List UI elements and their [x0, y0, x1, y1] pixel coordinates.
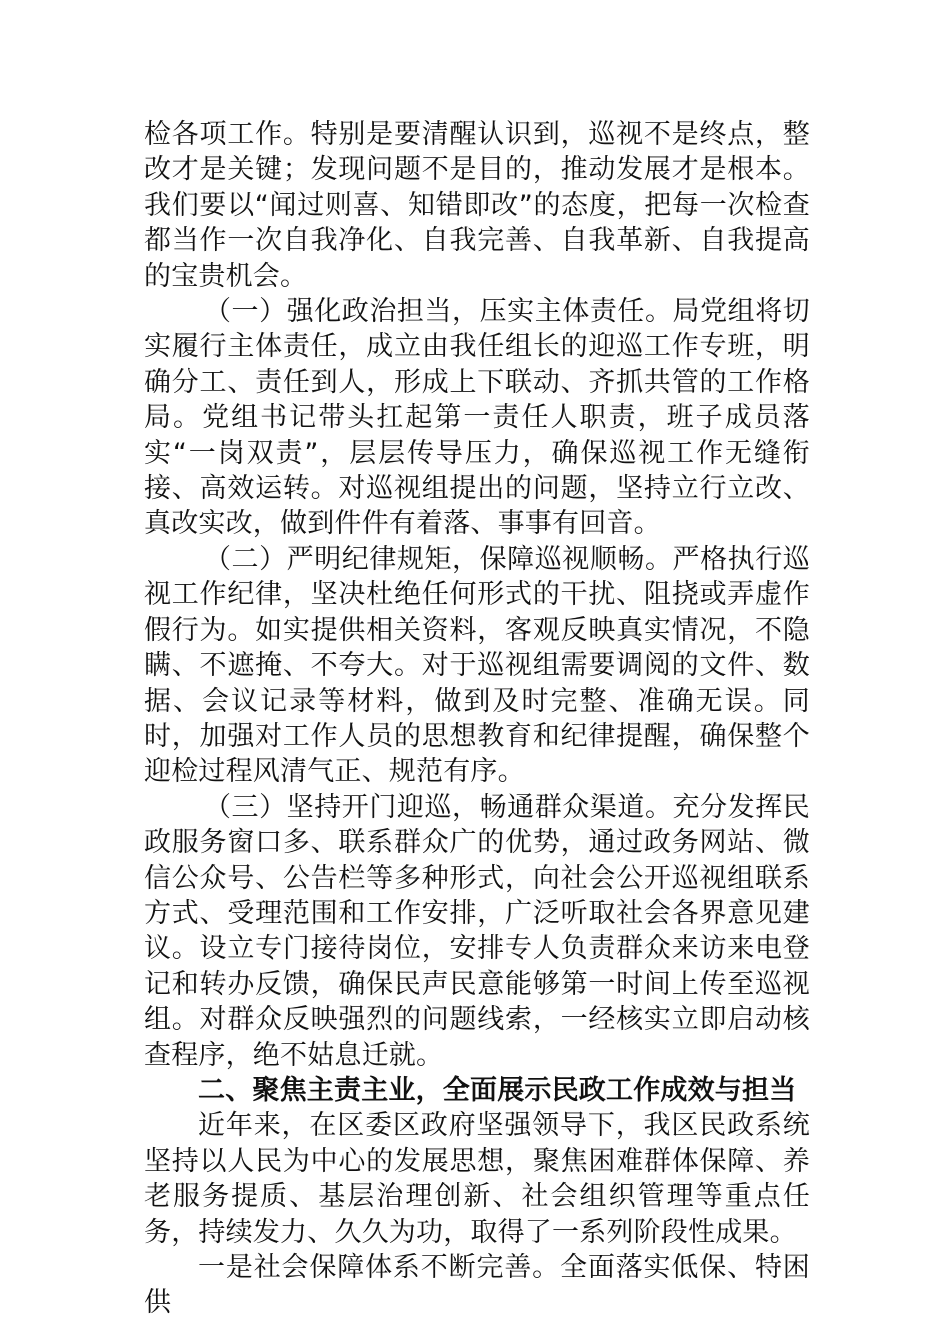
- paragraph-item-1: （一）强化政治担当，压实主体责任。局党组将切实履行主体责任，成立由我任组长的迎巡工作专班，明确分工、责任到人，形成上下联动、齐抓共管的工作格局。党组书记带头扛起第一责任人职责，班子成员落实“一岗双责”，层层传导压力，确保巡视工作无缝衔接、高效运转。对巡视组提出的问题，坚持立行立改、真改实改，做到件件有着落、事事有回音。: [144, 296, 810, 540]
- paragraph-intro: 检各项工作。特别是要清醒认识到，巡视不是终点，整改才是关键；发现问题不是目的，推动发展才是根本。我们要以“闻过则喜、知错即改”的态度，把每一次检查都当作一次自我净化、自我完善、自我革新、自我提高的宝贵机会。: [144, 119, 810, 292]
- paragraph-item-3: （三）坚持开门迎巡，畅通群众渠道。充分发挥民政服务窗口多、联系群众广的优势，通过政务网站、微信公众号、公告栏等多种形式，向社会公开巡视组联系方式、受理范围和工作安排，广泛听取社会各界意见建议。设立专门接待岗位，安排专人负责群众来访来电登记和转办反馈，确保民声民意能够第一时间上传至巡视组。对群众反映强烈的问题线索，一经核实立即启动核查程序，绝不姑息迁就。: [144, 791, 810, 1071]
- paragraph-section-2-intro: 近年来，在区委区政府坚强领导下，我区民政系统坚持以人民为中心的发展思想，聚焦困难群体保障、养老服务提质、基层治理创新、社会组织管理等重点任务，持续发力、久久为功，取得了一系列阶段性成果。: [144, 1110, 810, 1248]
- document-body: [144, 117, 810, 1321]
- paragraph-item-2: （二）严明纪律规矩，保障巡视顺畅。严格执行巡视工作纪律，坚决杜绝任何形式的干扰、阻挠或弄虚作假行为。如实提供相关资料，客观反映真实情况，不隐瞒、不遮掩、不夸大。对于巡视组需要调阅的文件、数据、会议记录等材料，做到及时完整、准确无误。同时，加强对工作人员的思想教育和纪律提醒，确保整个迎检过程风清气正、规范有序。: [144, 543, 810, 788]
- paragraph-point-1: 一是社会保障体系不断完善。全面落实低保、特困供: [144, 1252, 810, 1319]
- section-heading-2: 二、聚焦主责主业，全面展示民政工作成效与担当: [198, 1074, 797, 1106]
